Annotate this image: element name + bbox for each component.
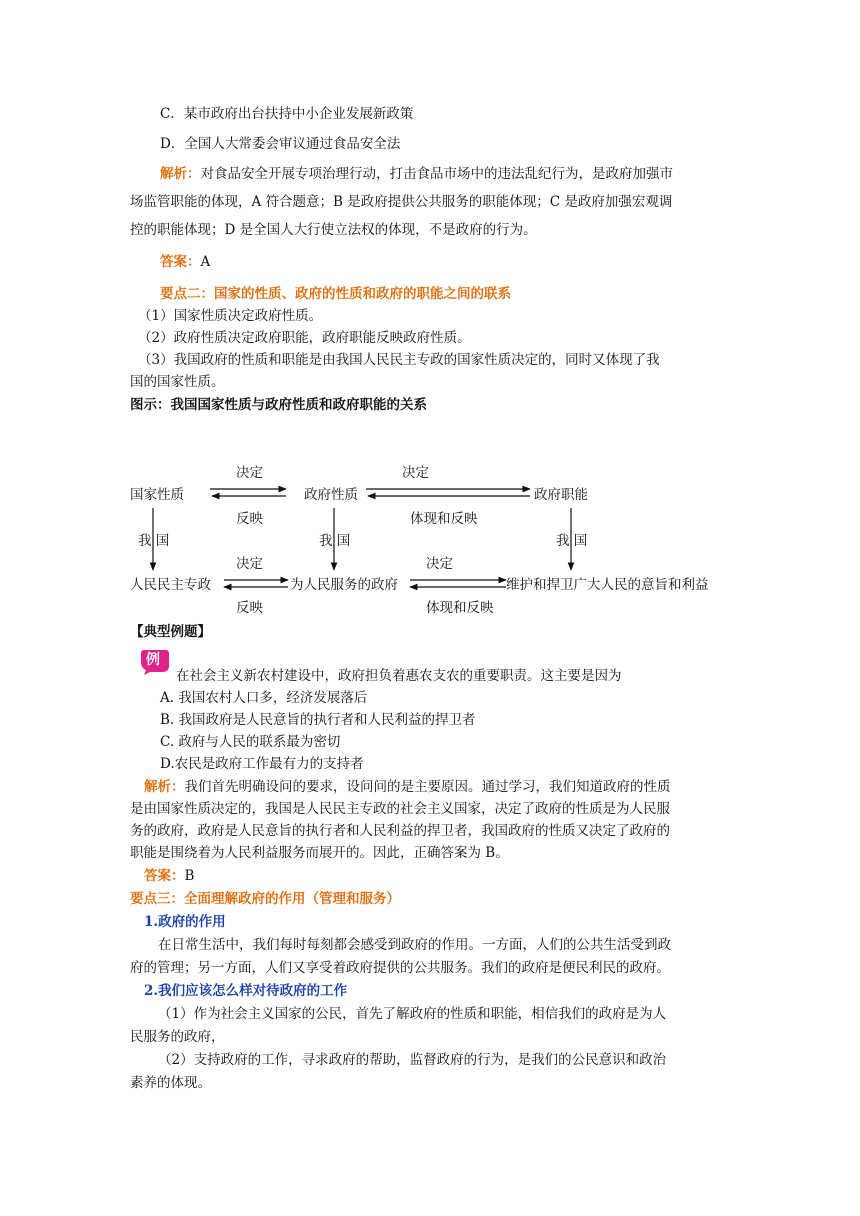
point2-title: 要点二：国家的性质、政府的性质和政府的职能之间的联系 — [160, 286, 511, 302]
node-government-function: 政府职能 — [534, 487, 588, 503]
label-decide-top-right: 决定 — [402, 465, 429, 481]
point3-subheading-2: 2.我们应该怎么样对待政府的工作 — [144, 983, 348, 999]
example-analysis-label: 解析： — [144, 779, 185, 795]
point2-item-2: （2）政府性质决定政府职能，政府职能反映政府性质。 — [138, 330, 471, 346]
label-reflect-bottom-left: 反映 — [236, 600, 263, 616]
example-answer-label: 答案： — [144, 868, 185, 884]
label-decide-top-left: 决定 — [236, 465, 263, 481]
point3-title: 要点三：全面理解政府的作用（管理和服务） — [130, 891, 400, 907]
example-analysis-line-1 — [144, 777, 671, 797]
option-d: D．全国人大常委会审议通过食品安全法 — [160, 136, 401, 152]
node-serving-government: 为人民服务的政府 — [290, 577, 398, 593]
label-china-right: 我 国 — [556, 533, 588, 549]
label-china-left: 我 国 — [138, 533, 170, 549]
label-reflect-top-left: 反映 — [236, 511, 263, 527]
example-option-b: B. 我国政府是人民意旨的执行者和人民利益的捍卫者 — [160, 712, 476, 728]
example-option-c: C. 政府与人民的联系最为密切 — [160, 734, 341, 750]
label-embody-top-right: 体现和反映 — [410, 511, 478, 527]
point3-p1-line2: 民服务的政府， — [130, 1029, 225, 1045]
example-analysis-text: 我们首先明确设问的要求，设问问的是主要原因。通过学习，我们知道政府的性质 — [184, 779, 671, 795]
point3-p2-line2: 素养的体现。 — [130, 1075, 211, 1091]
analysis-line-2: 场监管职能的体现，A 符合题意；B 是政府提供公共服务的职能体现；C 是政府加强宏观调 — [130, 194, 673, 210]
label-decide-bottom-right: 决定 — [426, 556, 453, 572]
point2-item-3-line1: （3）我国政府的性质和职能是由我国人民民主专政的国家性质决定的，同时又体现了我 — [138, 352, 660, 368]
example-analysis-line-2: 是由国家性质决定的，我国是人民民主专政的社会主义国家，决定了政府的性质是为人民服 — [130, 801, 670, 817]
example-option-d: D.农民是政府工作最有力的支持者 — [160, 756, 364, 772]
node-peoples-dictatorship: 人民民主专政 — [130, 577, 211, 593]
analysis-line-3: 控的职能体现；D 是全国人大行使立法权的体现，不是政府的行为。 — [130, 222, 537, 238]
point3-p2-line1: （2）支持政府的工作，寻求政府的帮助，监督政府的行为，是我们的公民意识和政治 — [158, 1052, 667, 1068]
analysis-label: 解析： — [160, 166, 201, 182]
answer-value: A — [200, 254, 211, 270]
example-analysis-line-3: 务的政府，政府是人民意旨的执行者和人民利益的捍卫者，我国政府的性质又决定了政府的 — [130, 823, 670, 839]
node-people-interests: 维护和捍卫广大人民的意旨和利益 — [506, 577, 709, 593]
option-c: C．某市政府出台扶持中小企业发展新政策 — [160, 106, 414, 122]
example-question: 在社会主义新农村建设中，政府担负着惠农支农的重要职责。这主要是因为 — [176, 668, 622, 684]
point3-para1-line1: 在日常生活中，我们每时每刻都会感受到政府的作用。一方面，人们的公共生活受到政 — [158, 937, 671, 953]
point2-item-3-line2: 国的国家性质。 — [130, 374, 225, 390]
node-state-nature: 国家性质 — [130, 487, 184, 503]
node-government-nature: 政府性质 — [304, 487, 358, 503]
point3-para1-line2: 府的管理；另一方面，人们又享受着政府提供的公共服务。我们的政府是便民利民的政府。 — [130, 960, 670, 976]
point3-subheading-1: 1.政府的作用 — [144, 914, 226, 930]
example-section-title: 【典型例题】 — [130, 624, 211, 640]
label-china-middle: 我 国 — [319, 533, 351, 549]
analysis-line-1 — [160, 164, 673, 184]
answer-label: 答案： — [160, 254, 201, 270]
diagram-caption: 图示：我国国家性质与政府性质和政府职能的关系 — [130, 397, 427, 413]
example-answer — [144, 866, 194, 886]
label-decide-bottom-left: 决定 — [236, 556, 263, 572]
example-analysis-line-4: 职能是围绕着为人民利益服务而展开的。因此，正确答案为 B。 — [130, 845, 509, 861]
point2-item-1: （1）国家性质决定政府性质。 — [138, 308, 323, 324]
example-option-a: A. 我国农村人口多，经济发展落后 — [160, 690, 368, 706]
answer-1 — [160, 252, 210, 272]
label-embody-bottom-right: 体现和反映 — [426, 600, 494, 616]
example-badge-label: 例 — [146, 652, 160, 668]
example-answer-value: B — [184, 868, 195, 884]
analysis-text: 对食品安全开展专项治理行动，打击食品市场中的违法乱纪行为，是政府加强市 — [200, 166, 673, 182]
point3-p1-line1: （1）作为社会主义国家的公民，首先了解政府的性质和职能，相信我们的政府是为人 — [158, 1006, 667, 1022]
